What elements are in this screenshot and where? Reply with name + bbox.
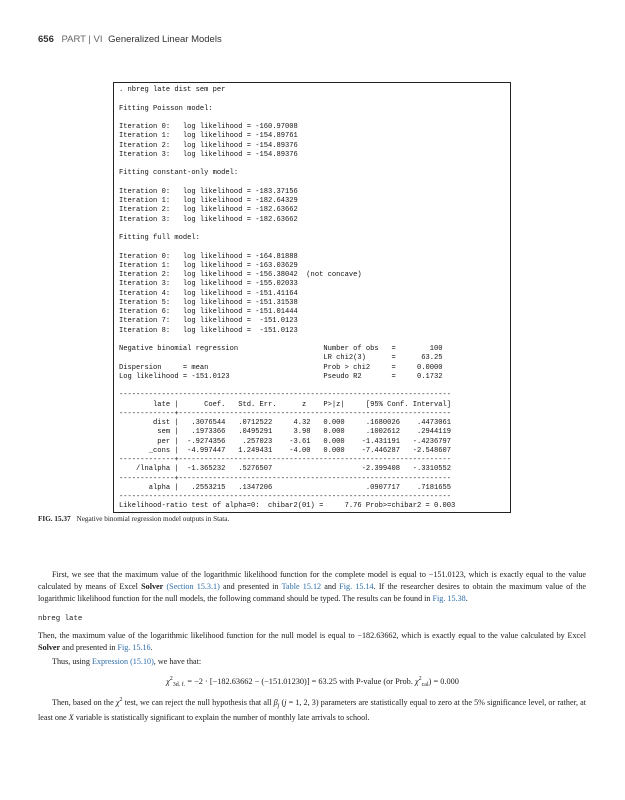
p2-text-b: and presented in [60,643,118,653]
eq-sub-2: cal [421,682,429,688]
output-line: -------------+---------------------------------------------------------------- [119,409,452,418]
stata-output-text [114,83,510,512]
output-line: Iteration 2: log likelihood = -156.38042 (not concave) [119,271,362,279]
output-line: Fitting full model: [119,234,200,242]
output-line: _cons | -4.997447 1.249431 -4.00 0.000 -7.446287 -2.548607 [119,446,452,455]
output-line: /lnalpha | -1.365232 .5276507 -2.399408 -.3310552 [119,465,452,474]
p4-beta: β [273,698,278,707]
stata-output-figure [113,82,511,513]
eq-sup: 2 [169,676,173,682]
eq-chi-2: χ [414,677,419,686]
output-line: Iteration 0: log likelihood = -164.81888 [119,252,298,261]
link-expression-15-10[interactable]: Expression (15.10) [91,657,154,666]
output-line: alpha | .2553215 .1347206 .0907717 .7181655 [119,483,452,492]
p4-text-a: Then, based on the [52,698,116,707]
output-line: per | -.9274356 .257023 -3.61 0.000 -1.431191 -.4236797 [119,437,452,446]
paragraph-2 [38,630,586,654]
output-line: late | Coef. Std. Err. z P>|z| [95% Conf. Interval] [119,400,452,409]
output-line: -------------+---------------------------------------------------------------- [119,456,452,464]
p3-text-a: Thus, using [52,657,92,666]
link-table-15-12[interactable]: Table 15.12 [281,582,322,592]
running-head [38,34,222,45]
code-command: nbreg late [38,615,83,623]
output-line: Fitting constant-only model: [119,169,239,178]
page-number: 656 [38,34,54,45]
p4-x: X [68,713,74,723]
chi-square-equation [0,676,625,688]
eq-tail: ) = 0.000 [428,677,459,686]
output-line: Iteration 8: log likelihood = -151.0123 [119,326,298,335]
output-line: Iteration 3: log likelihood = -182.63662 [119,215,298,224]
link-fig-15-16[interactable]: Fig. 15.16 [117,643,151,653]
eq-chi: χ [166,677,170,686]
paragraph-1 [38,569,586,606]
figure-caption [38,515,229,523]
p4-beta-sub: j [277,703,280,709]
output-line: Iteration 2: log likelihood = -182.63662 [119,206,298,215]
chapter-title: Generalized Linear Models [108,34,222,45]
link-section-15-3-1[interactable]: (Section 15.3.1) [166,582,220,592]
output-line: Log likelihood = -151.0123 Pseudo R2 = 0.1732 [119,372,443,381]
p4-text-e: variable is statistically significant to explain the number of monthly late arrivals to school. [73,713,370,723]
p2-text-c: . [150,643,153,653]
output-line: Iteration 4: log likelihood = -151.41164 [119,289,298,298]
p1-solver: Solver [141,582,164,592]
part-label: PART | VI [61,34,103,45]
output-line: sem | .1973366 .0495291 3.98 0.000 .1002612 .2944119 [119,428,452,437]
output-line: ------------------------------------------------------------------------------ [119,391,452,400]
output-line: Iteration 5: log likelihood = -151.31538 [119,298,298,307]
output-line: Iteration 7: log likelihood = -151.0123 [119,317,298,326]
output-line: Iteration 1: log likelihood = -154.89761 [119,132,298,141]
output-line: Iteration 3: log likelihood = -155.02033 [119,280,298,289]
output-line: Iteration 2: log likelihood = -154.89376 [119,141,298,150]
output-line: LR chi2(3) = 63.25 [119,354,443,363]
output-line: Likelihood-ratio test of alpha=0: chibar2(01) = 7.76 Prob>=chibar2 = 0.003 [119,502,456,511]
output-line: . nbreg late dist sem per [119,86,226,94]
eq-sub: 3d. f. [172,682,186,688]
eq-expression: = −2 · [−182.63662 − (−151.01230)] = 63.25 [185,677,338,686]
output-line: Dispersion = mean Prob > chi2 = 0.0000 [119,363,443,372]
output-line: Negative binomial regression Number of obs = 100 [119,345,443,353]
p4-chi-sup: 2 [119,697,123,703]
p4-text-c: ( [279,698,285,707]
output-line: Iteration 0: log likelihood = -160.97008 [119,123,298,131]
p4-chi: χ [115,698,120,707]
p2-solver: Solver [38,643,61,653]
p4-text-d: = 1, 2, 3) parameters are statistically equal to zero at the 5% significance level, or rather, at least one [38,698,586,723]
output-line: Fitting Poisson model: [119,104,213,113]
p1-text-d: . If the researcher desires to obtain the maximum value of the logarithmic likelihood function for the null models, the following command should be typed. The results can be found in [38,582,586,604]
output-line: Iteration 6: log likelihood = -151.01444 [119,308,298,316]
output-line: Iteration 3: log likelihood = -154.89376 [119,150,298,159]
p1-text-a: First, we see that the maximum value of the logarithmic likelihood function for the complete model is equal to −151.0123, which is exactly equal to the value calculated by means of Excel [38,570,586,592]
output-line: Iteration 0: log likelihood = -183.37156 [119,187,298,196]
output-line: dist | .3076544 .0712522 4.32 0.000 .1680026 .4473061 [119,419,452,427]
output-line: ------------------------------------------------------------------------------ [119,493,452,501]
figure-label: FIG. 15.37 [38,515,71,523]
p1-text-c: and [321,582,340,592]
caption-text: Negative binomial regression model outputs in Stata. [76,515,230,523]
paragraph-4 [38,694,586,724]
link-fig-15-38[interactable]: Fig. 15.38 [432,594,466,604]
p1-text-b: and presented in [219,582,282,592]
p4-text-b: test, we can reject the null hypothesis that all [122,698,274,707]
eq-sup-2: 2 [418,676,422,682]
link-fig-15-14[interactable]: Fig. 15.14 [339,582,374,592]
eq-pvalue: with P-value (or Prob. [337,677,415,686]
p3-text-b: , we have that: [153,657,202,666]
output-line: Iteration 1: log likelihood = -163.03629 [119,261,298,270]
paragraph-3 [38,656,586,668]
p4-j: j [284,698,287,707]
output-line: -------------+---------------------------------------------------------------- [119,474,452,483]
p1-text-e: . [465,594,468,604]
p2-text-a: Then, the maximum value of the logarithmic likelihood function for the null model is equal to −182.63662, which is exactly equal to the value calculated by Excel [38,631,586,640]
output-line: Iteration 1: log likelihood = -182.64329 [119,197,298,205]
